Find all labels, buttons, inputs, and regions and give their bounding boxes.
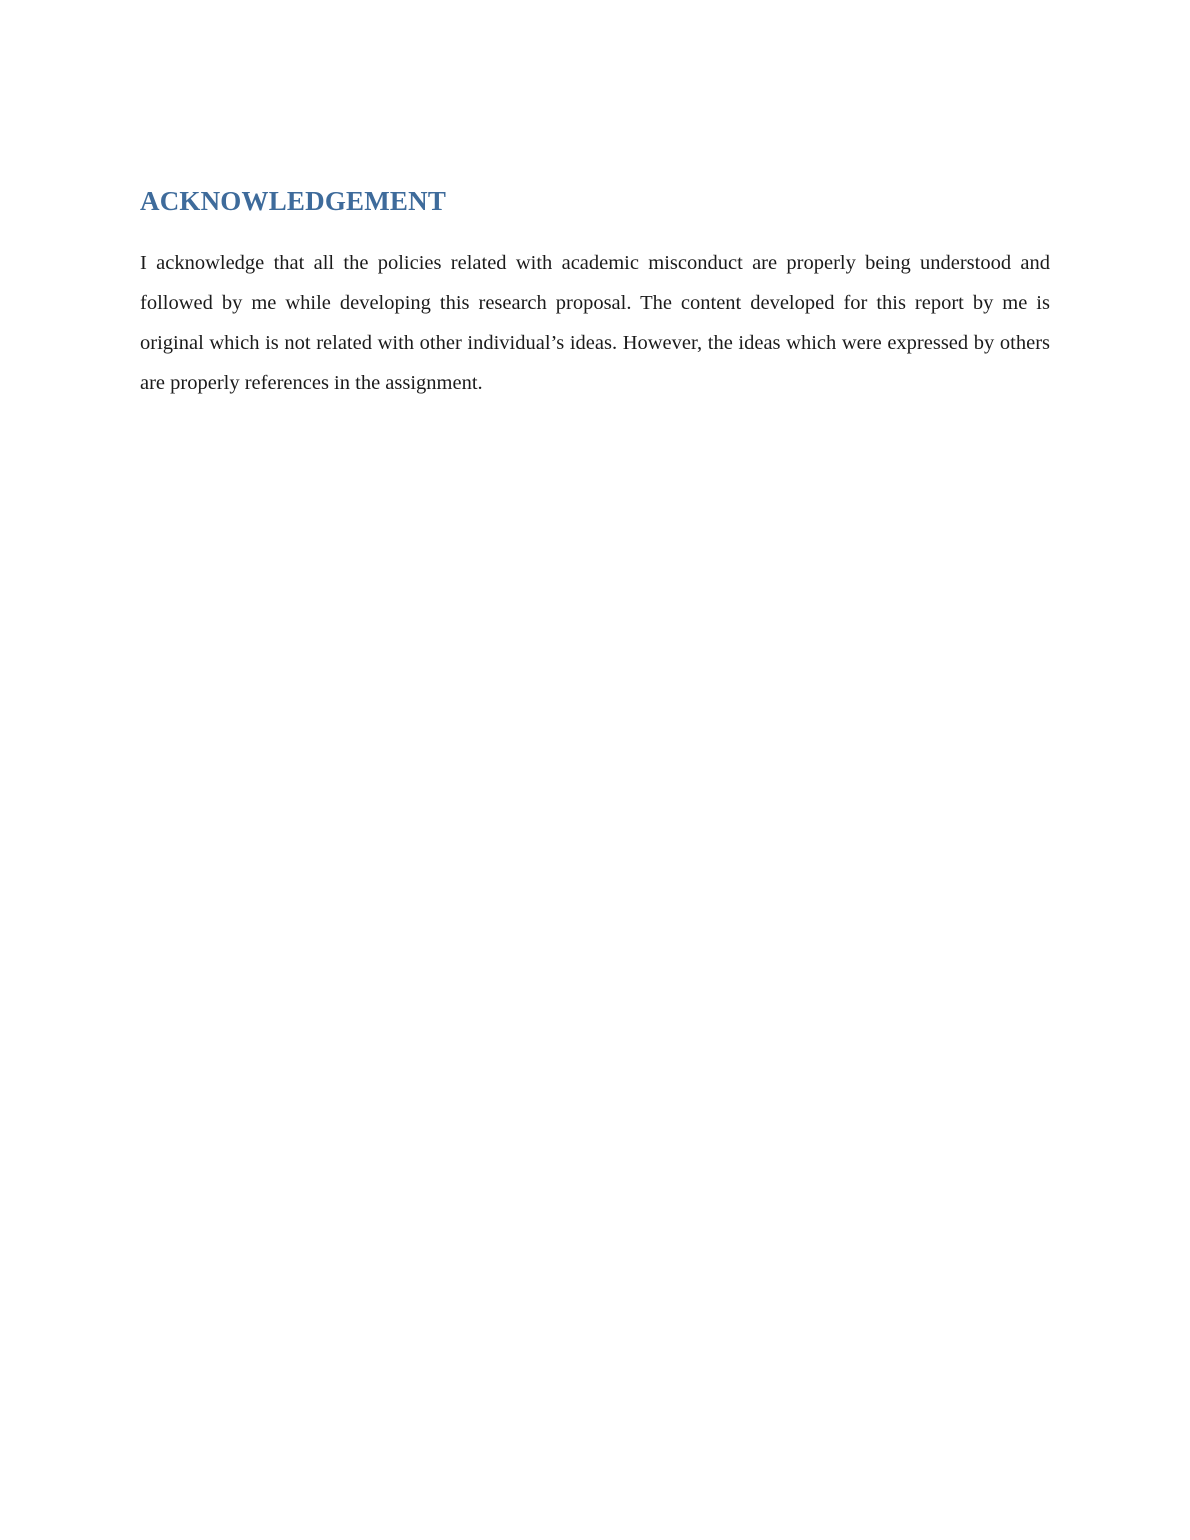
- acknowledgement-paragraph: I acknowledge that all the policies related with academic misconduct are properly being understood and followed by me while developing this research proposal. The content developed for this report by me is original which is not related with other individual’s ideas. However, the ideas which were expressed by others are properly references in the assignment.: [140, 252, 1050, 394]
- acknowledgement-heading: ACKNOWLEDGEMENT: [140, 186, 447, 216]
